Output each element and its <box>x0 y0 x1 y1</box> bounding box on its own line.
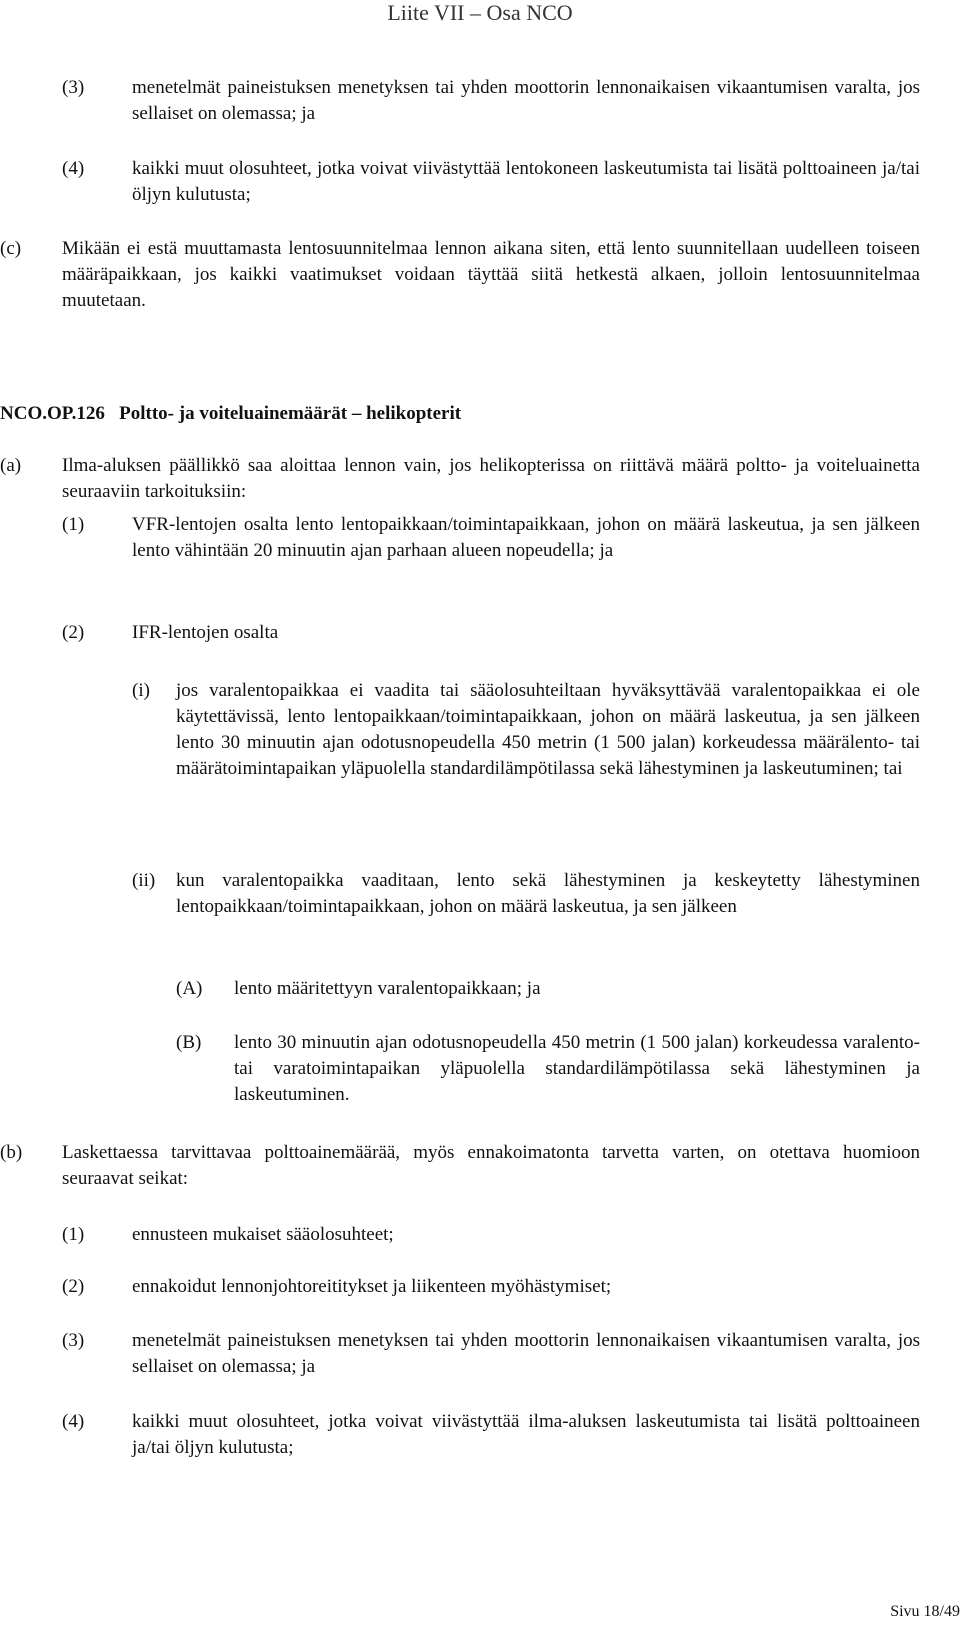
item-label: (ii) <box>132 870 156 891</box>
item-label: (3) <box>62 77 85 98</box>
section-code: NCO.OP.126 <box>0 403 105 424</box>
item-text: menetelmät paineistuksen menetyksen tai yhden moottorin lennonaikaisen vikaantumisen varalta, jos sellaiset on olemassa; ja <box>132 1330 920 1377</box>
item-text: ennusteen mukaiset sääolosuhteet; <box>132 1224 394 1245</box>
item-text: jos varalentopaikkaa ei vaadita tai sääolosuhteiltaan hyväksyttävää varalentopaikkaa ei ole käytettävissä, lento lentopaikkaan/toimintapaikkaan, johon on määrä laskeutua, ja sen jälkeen lento 30 minuutin ajan odotusnopeudella 450 metrin (1 500 jalan) korkeudessa määrälento- tai määrätoimintapaikan yläpuolella standardilämpötilassa sekä lähestyminen ja laskeutuminen; tai <box>176 680 920 779</box>
item-label: (A) <box>176 978 203 999</box>
item-label: (2) <box>62 1276 85 1297</box>
item-label: (B) <box>176 1032 202 1053</box>
item-label: (a) <box>0 455 22 476</box>
item-label: (1) <box>62 1224 85 1245</box>
item-label: (i) <box>132 680 150 701</box>
section-title: Poltto- ja voiteluainemäärät – helikopterit <box>119 403 462 424</box>
item-label: (3) <box>62 1330 85 1351</box>
page-number: Sivu 18/49 <box>890 1603 960 1620</box>
item-text: VFR-lentojen osalta lento lentopaikkaan/toimintapaikkaan, johon on määrä laskeutua, ja sen jälkeen lento vähintään 20 minuutin ajan parhaan alueen nopeudella; ja <box>132 514 920 561</box>
item-text: kun varalentopaikka vaaditaan, lento sekä lähestyminen ja keskeytetty lähestyminen lentopaikkaan/toimintapaikkaan, johon on määrä laskeutua, ja sen jälkeen <box>176 870 920 917</box>
item-label: (b) <box>0 1142 23 1163</box>
item-label: (2) <box>62 622 85 643</box>
item-text: Mikään ei estä muuttamasta lentosuunnitelmaa lennon aikana siten, että lento suunnitellaan uudelleen toiseen määräpaikkaan, jos kaikki vaatimukset voidaan täyttää siitä hetkestä alkaen, jolloin lentosuunnitelmaa muutetaan. <box>62 238 920 311</box>
item-text: Ilma-aluksen päällikkö saa aloittaa lennon vain, jos helikopterissa on riittävä määrä poltto- ja voiteluainetta seuraaviin tarkoituksiin: <box>62 455 920 502</box>
item-label: (4) <box>62 158 85 179</box>
item-text: lento 30 minuutin ajan odotusnopeudella 450 metrin (1 500 jalan) korkeudessa varalento- tai varatoimintapaikan yläpuolella standardilämpötilassa sekä lähestyminen ja laskeutuminen. <box>234 1032 920 1105</box>
item-text: kaikki muut olosuhteet, jotka voivat viivästyttää lentokoneen laskeutumista tai lisätä polttoaineen ja/tai öljyn kulutusta; <box>132 158 920 205</box>
item-text: IFR-lentojen osalta <box>132 622 279 643</box>
item-label: (4) <box>62 1411 85 1432</box>
item-text: ennakoidut lennonjohtoreititykset ja liikenteen myöhästymiset; <box>132 1276 612 1297</box>
item-label: (c) <box>0 238 22 259</box>
item-text: Laskettaessa tarvittavaa polttoainemäärää, myös ennakoimatonta tarvetta varten, on otettava huomioon seuraavat seikat: <box>62 1142 920 1189</box>
item-text: lento määritettyyn varalentopaikkaan; ja <box>234 978 541 999</box>
section-heading <box>0 401 461 427</box>
item-text: menetelmät paineistuksen menetyksen tai yhden moottorin lennonaikaisen vikaantumisen varalta, jos sellaiset on olemassa; ja <box>132 77 920 124</box>
item-text: kaikki muut olosuhteet, jotka voivat viivästyttää ilma-aluksen laskeutumista tai lisätä polttoaineen ja/tai öljyn kulutusta; <box>132 1411 920 1458</box>
page-header: Liite VII – Osa NCO <box>387 0 573 25</box>
item-label: (1) <box>62 514 85 535</box>
